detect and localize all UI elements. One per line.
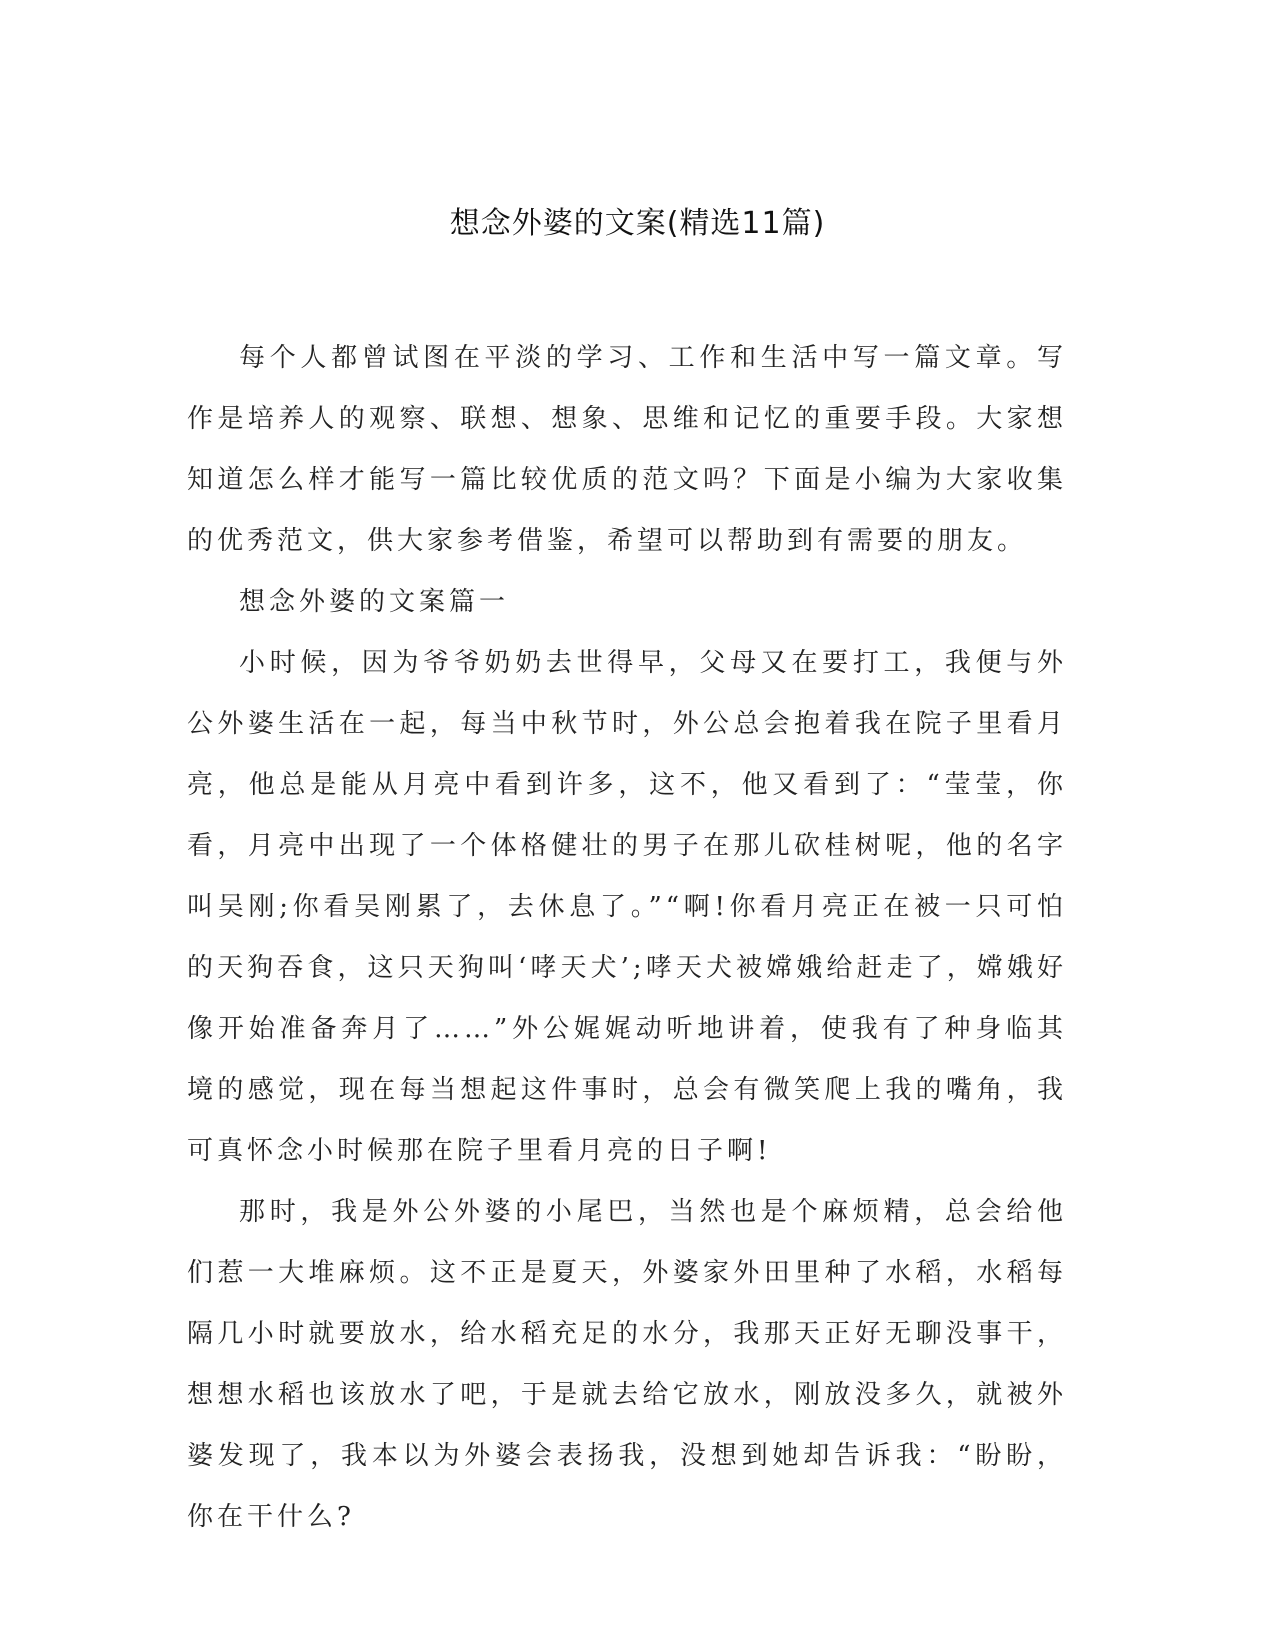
section-heading: 想念外婆的文案篇一 <box>239 587 510 617</box>
intro-paragraph: 每个人都曾试图在平淡的学习、工作和生活中写一篇文章。写作是培养人的观察、联想、想象、思维和记忆的重要手段。大家想知道怎么样才能写一篇比较优质的范文吗？下面是小编为大家收集的优秀范文，供大家参考借鉴，希望可以帮助到有需要的朋友。 <box>187 343 1067 556</box>
body-paragraph-1: 小时候，因为爷爷奶奶去世得早，父母又在要打工，我便与外公外婆生活在一起，每当中秋节时，外公总会抱着我在院子里看月亮，他总是能从月亮中看到许多，这不，他又看到了：“莹莹，你看，月亮中出现了一个体格健壮的男子在那儿砍桂树呢，他的名字叫吴刚;你看吴刚累了，去休息了。”“啊!你看月亮正在被一只可怕的天狗吞食，这只天狗叫‘哮天犬’;哮天犬被嫦娥给赶走了，嫦娥好像开始准备奔月了……”外公娓娓动听地讲着，使我有了种身临其境的感觉，现在每当想起这件事时，总会有微笑爬上我的嘴角，我可真怀念小时候那在院子里看月亮的日子啊! <box>187 648 1067 1166</box>
document-body <box>187 328 1067 1548</box>
body-paragraph-2: 那时，我是外公外婆的小尾巴，当然也是个麻烦精，总会给他们惹一大堆麻烦。这不正是夏天，外婆家外田里种了水稻，水稻每隔几小时就要放水，给水稻充足的水分，我那天正好无聊没事干，想想水稻也该放水了吧，于是就去给它放水，刚放没多久，就被外婆发现了，我本以为外婆会表扬我，没想到她却告诉我：“盼盼，你在干什么? <box>187 1197 1067 1532</box>
document-title: 想念外婆的文案(精选11篇) <box>449 206 826 241</box>
